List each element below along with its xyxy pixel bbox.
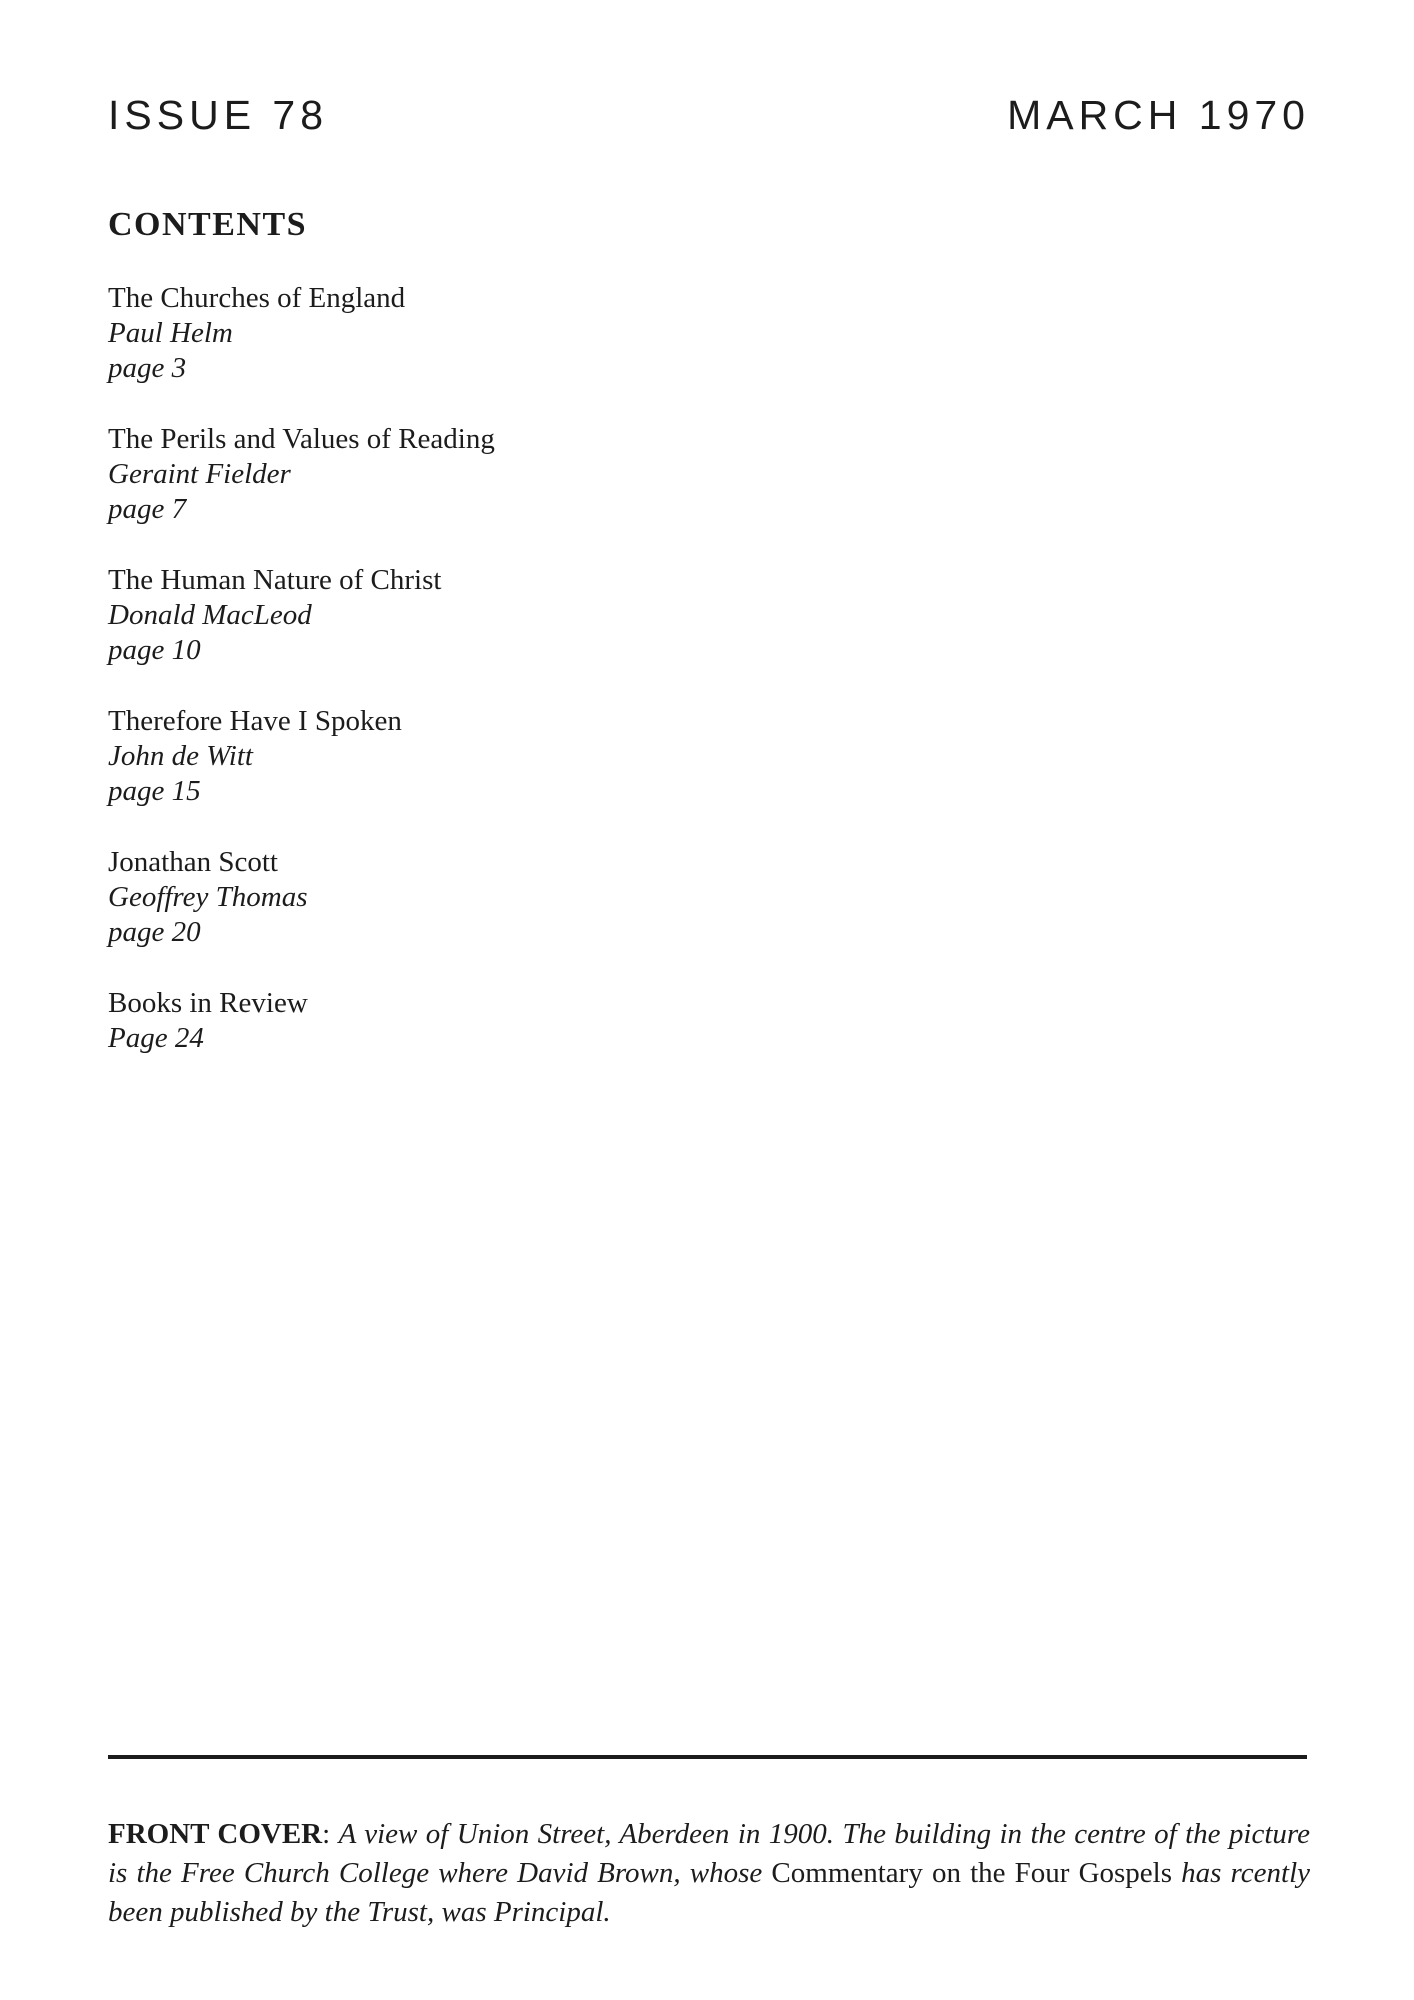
toc-entry xyxy=(108,563,808,668)
page-header xyxy=(108,92,1310,138)
toc-entry-page: page 15 xyxy=(108,775,201,807)
toc-entry-title: The Human Nature of Christ xyxy=(108,564,442,596)
front-cover-caption-start: A view of Union Street, Aberdeen in 1900. The building in the centre of the picture is the Free Church College where David Brown, whose xyxy=(108,1818,1310,1889)
toc-entry-page: Page 24 xyxy=(108,1022,204,1054)
toc-entry-title: The Churches of England xyxy=(108,282,406,314)
issue-date: MARCH 1970 xyxy=(1007,92,1310,138)
toc-entry-title: The Perils and Values of Reading xyxy=(108,423,495,455)
toc-entry xyxy=(108,281,808,386)
toc-entry-title: Therefore Have I Spoken xyxy=(108,705,402,737)
front-cover-label: FRONT COVER xyxy=(108,1818,323,1850)
contents-heading: CONTENTS xyxy=(108,206,308,243)
toc-entry xyxy=(108,845,808,950)
toc-entry-title: Books in Review xyxy=(108,987,308,1019)
toc-entry-author: Geoffrey Thomas xyxy=(108,881,308,913)
toc-entry-page: page 10 xyxy=(108,634,201,666)
front-cover-note xyxy=(108,1815,1310,1932)
footer-divider xyxy=(108,1755,1307,1759)
toc-entry-page: page 7 xyxy=(108,493,187,525)
toc-entry-page: page 20 xyxy=(108,916,201,948)
issue-number: ISSUE 78 xyxy=(108,92,329,138)
front-cover-book-title: Commentary on the Four Gospels xyxy=(771,1857,1173,1889)
front-cover-separator: : xyxy=(322,1818,339,1850)
toc-entry-author: John de Witt xyxy=(108,740,253,772)
toc-entry-author: Paul Helm xyxy=(108,317,233,349)
toc-entry xyxy=(108,704,808,809)
front-cover-caption-end: has rcently been published by the Trust, was Principal. xyxy=(108,1857,1310,1928)
toc-entry-author: Donald MacLeod xyxy=(108,599,312,631)
toc-list xyxy=(108,281,808,1092)
toc-entry xyxy=(108,422,808,527)
toc-entry-author: Geraint Fielder xyxy=(108,458,291,490)
toc-entry xyxy=(108,986,808,1056)
toc-entry-title: Jonathan Scott xyxy=(108,846,278,878)
toc-entry-page: page 3 xyxy=(108,352,187,384)
